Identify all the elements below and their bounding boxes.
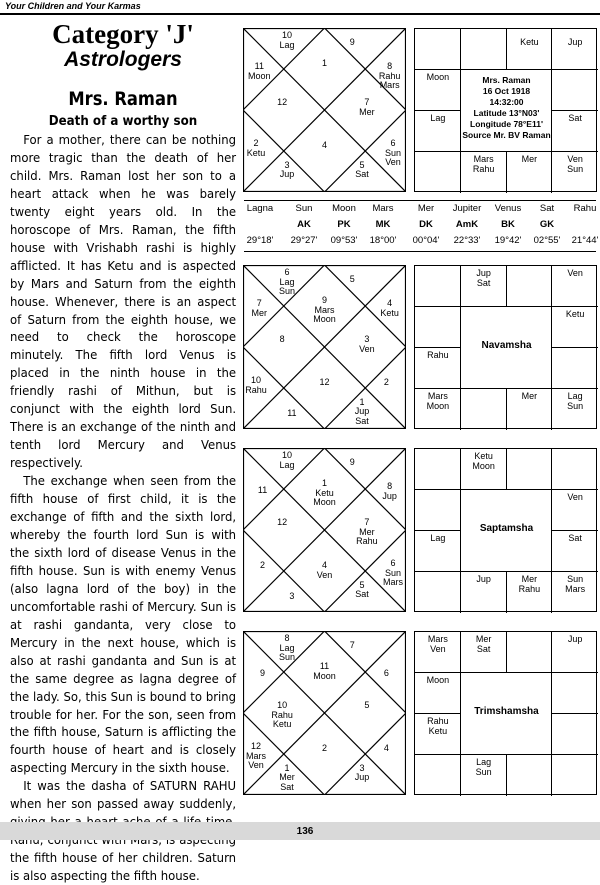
sign-cell-can (552, 673, 598, 714)
sign-cell-vir: Lag Sun (567, 391, 584, 411)
house-cell: 8 Rahu Mars (378, 61, 401, 91)
house-cell: 10 Rahu (245, 375, 267, 395)
house-cell: 10 Rahu Ketu (271, 700, 293, 730)
house-number: 11 (287, 408, 297, 419)
paragraph: The exchange when seen from the fifth house of first child, it is the exchange of fifth and the sixth lord, whereby the fourth lord Sun is with the sixth lord of disease Venus in the fifth house. Sun is with enemy Venus (also lagna lord of the boy) in the uncomfortable rashi of Mercury. Sun is at rashi gandanta, very close to Mercury in the next house, which is also at rashi gandanta and Sun is at the same degree as lagna degree of the lady. So, this Sun is bound to bring trouble for her. For the son, seen from the fifth house, Saturn is afflicting the fourth house of heart and is closely aspecting Mercury in the sixth house. (10, 473, 237, 776)
sign-cell-leo: Sat (568, 113, 582, 123)
sign-cell-pis (415, 29, 461, 70)
header-rule (0, 13, 600, 15)
table-header-cell: Moon (332, 203, 356, 214)
house-number: 4 (383, 743, 389, 754)
sign-cell-ari: Ketu Moon (472, 451, 495, 471)
house-cell: 9 Mars Moon (313, 295, 336, 325)
category-title: Category 'J' (52, 19, 194, 49)
case-subtitle: Death of a worthy son (48, 113, 198, 129)
table-header-cell: Lagna (246, 203, 274, 214)
sign-cell-can: Ven (567, 492, 583, 502)
sign-cell-sco: Lag Sun (475, 757, 492, 777)
table-karaka-cell: BK (501, 219, 515, 230)
sign-cell-pis (415, 449, 461, 490)
table-degree-cell: 00°04' (412, 235, 440, 246)
sign-cell-lib: Mer (521, 391, 538, 401)
category-subtitle: Astrologers (64, 48, 182, 71)
table-degree-cell: 29°27' (290, 235, 318, 246)
sign-cell-tau: Ketu (520, 37, 539, 47)
table-degree-cell: 18°00' (369, 235, 397, 246)
sign-cell-aqu: Moon (426, 72, 450, 82)
house-number: 12 (277, 97, 288, 108)
chart-title: Saptamsha (479, 523, 534, 534)
sign-cell-cap: Lag (430, 113, 446, 123)
house-cell: 6 Sun Mars (382, 558, 403, 588)
north-chart-navamsha (243, 265, 406, 429)
house-cell: 3 Jup (279, 159, 295, 180)
sign-cell-vir: Ven Sun (567, 154, 584, 174)
case-name: Mrs. Raman (68, 88, 178, 110)
birth-detail-line: 16 Oct 1918 (482, 86, 531, 96)
article-column (10, 18, 236, 885)
table-rule (244, 251, 596, 252)
table-karaka-cell: MK (375, 219, 391, 230)
house-number: 2 (260, 560, 266, 571)
sign-cell-gem: Jup (567, 634, 583, 644)
house-cell: 3 Jup (354, 762, 370, 783)
house-cell: 3 Ven (359, 334, 375, 354)
house-cell: 6 Sun Ven (384, 138, 401, 168)
sign-cell-gem (552, 449, 598, 490)
sign-cell-aqu (415, 307, 461, 348)
table-degree-cell: 22°33' (453, 235, 481, 246)
sign-cell-leo: Sat (568, 533, 582, 543)
house-number: 2 (321, 743, 327, 754)
house-number: 12 (319, 377, 330, 388)
south-chart-rashi (414, 28, 597, 192)
birth-detail-line: Mrs. Raman (482, 75, 531, 85)
sign-cell-vir (552, 755, 598, 796)
house-cell: 4 Ven (316, 560, 333, 580)
house-cell: 7 Mer (359, 97, 375, 117)
chart-title: Trimshamsha (474, 706, 539, 717)
table-header-cell: Sat (539, 203, 555, 214)
birth-detail-line: 14:32:00 (489, 97, 524, 107)
sign-cell-gem: Jup (567, 37, 583, 47)
sign-cell-leo (552, 714, 598, 755)
table-karaka-cell: GK (539, 219, 555, 230)
north-chart-trimshamsha (243, 631, 406, 795)
house-cell: 11 Moon (248, 61, 271, 81)
house-number: 5 (364, 700, 370, 711)
house-number: 11 (257, 484, 268, 495)
sign-cell-gem: Ven (567, 268, 583, 278)
house-cell: 5 Sat (355, 579, 369, 600)
house-number: 1 (321, 58, 327, 69)
sign-cell-pis (415, 266, 461, 307)
house-number: 9 (349, 456, 355, 467)
south-chart-trimshamsha (414, 631, 597, 795)
sign-cell-cap: Rahu (427, 350, 449, 360)
house-number: 9 (349, 36, 355, 47)
sign-cell-leo (552, 348, 598, 389)
table-rule (244, 200, 596, 201)
house-number: 2 (383, 377, 389, 388)
sign-cell-aqu: Moon (426, 675, 450, 685)
paragraph: For a mother, there can be nothing more tragic than the death of her child. Mrs. Raman lost her son to a heart attack when he was barely twenty eight years old. In the horoscope of Mrs. Raman, the fifth house with Vrishabh rashi is highly afflicted. It has Ketu and is aspected by Mars and Saturn from the eighth house. Whenever, there is an aspect of Saturn from the eighth house, we need to check the horoscope minutely. The fifth lord Venus is placed in the ninth house in the friendly rashi of Mithun, but is conjunct with the eighth lord Sun. There is an exchange of the ninth and tenth lord Mercury and Venus respectively. (10, 132, 237, 471)
table-karaka-cell: DK (419, 219, 433, 230)
house-cell: 10 Lag (279, 30, 295, 50)
paragraph: It was the dasha of SATURN RAHU when her son passed away suddenly, the fifth house of her children. Saturn is also aspecting the fifth house. (10, 778, 237, 884)
sign-cell-sag (415, 572, 461, 613)
sign-cell-lib: Mer Rahu (518, 574, 541, 594)
table-degree-cell: 19°42' (494, 235, 522, 246)
house-number: 8 (279, 334, 285, 345)
south-chart-saptamsha (414, 448, 597, 612)
house-cell: 5 Sat (355, 159, 369, 180)
chart-title: Navamsha (481, 340, 532, 351)
running-head: Your Children and Your Karmas (5, 1, 141, 11)
house-cell: 1 Ketu Moon (313, 478, 336, 508)
table-header-cell: Venus (494, 203, 522, 214)
house-cell: 7 Mer Rahu (356, 517, 378, 547)
house-number: 4 (321, 140, 327, 151)
north-chart-saptamsha (243, 448, 406, 612)
house-number: 5 (349, 273, 355, 284)
sign-cell-can (552, 70, 598, 111)
sign-cell-sag: Mars Moon (426, 391, 450, 411)
table-header-cell: Rahu (573, 203, 597, 214)
table-karaka-cell: PK (337, 219, 351, 230)
article-body (10, 131, 236, 885)
sign-cell-ari: Mer Sat (475, 634, 492, 654)
house-number: 3 (289, 591, 295, 602)
birth-details (459, 75, 555, 141)
table-karaka-cell: AK (297, 219, 311, 230)
north-chart-rashi (243, 28, 406, 192)
sign-cell-tau (507, 449, 553, 490)
house-cell: 8 Jup (382, 481, 397, 501)
table-header-cell: Mars (372, 203, 394, 214)
sign-cell-sco (461, 389, 507, 430)
birth-detail-line: Source Mr. BV Raman (462, 130, 551, 140)
sign-cell-cap: Lag (430, 533, 446, 543)
house-cell: 10 Lag (279, 450, 295, 470)
sign-cell-sco: Jup (476, 574, 491, 584)
house-cell: 11 Moon (313, 661, 336, 681)
birth-detail-line: Latitude 13°N03' (473, 108, 540, 118)
page-number: 136 (296, 826, 314, 837)
sign-cell-sag (415, 755, 461, 796)
table-header-cell: Jupiter (452, 203, 482, 214)
birth-detail-line: Longitude 78°E11' (470, 119, 543, 129)
sign-cell-ari (461, 29, 507, 70)
house-cell: 4 Ketu (380, 298, 399, 318)
table-degree-cell: 02°55' (533, 235, 561, 246)
table-karaka-cell: AmK (455, 219, 479, 230)
sign-cell-ari: Jup Sat (476, 268, 491, 288)
house-cell: 1 Mer Sat (279, 762, 295, 792)
house-number: 9 (260, 667, 266, 678)
house-cell: 2 Ketu (246, 138, 266, 158)
sign-cell-sag (415, 152, 461, 193)
sign-cell-vir: Sun Mars (565, 574, 586, 594)
house-cell: 7 Mer (251, 298, 268, 318)
table-header-cell: Mer (417, 203, 435, 214)
table-degree-cell: 29°18' (246, 235, 274, 246)
sign-cell-lib (507, 755, 553, 796)
sign-cell-lib: Mer (521, 154, 538, 164)
house-cell: 6 Lag Sun (278, 267, 295, 297)
house-number: 7 (349, 639, 355, 650)
house-number: 6 (383, 667, 389, 678)
sign-cell-tau (507, 632, 553, 673)
south-chart-navamsha (414, 265, 597, 429)
sign-cell-pis: Mars Ven (427, 634, 448, 654)
table-header-cell: Sun (295, 203, 313, 214)
house-number: 12 (277, 517, 288, 528)
house-cell: 8 Lag Sun (278, 633, 295, 663)
degree-table (240, 198, 600, 255)
sign-cell-aqu (415, 490, 461, 531)
house-cell: 12 Mars Ven (246, 741, 267, 771)
sign-cell-sco: Mars Rahu (472, 154, 495, 174)
table-degree-cell: 21°44' (571, 235, 599, 246)
sign-cell-can: Ketu (565, 309, 585, 319)
table-degree-cell: 09°53' (330, 235, 358, 246)
house-cell: 1 Jup Sat (354, 396, 370, 426)
sign-cell-tau (507, 266, 553, 307)
sign-cell-cap: Rahu Ketu (427, 716, 449, 736)
